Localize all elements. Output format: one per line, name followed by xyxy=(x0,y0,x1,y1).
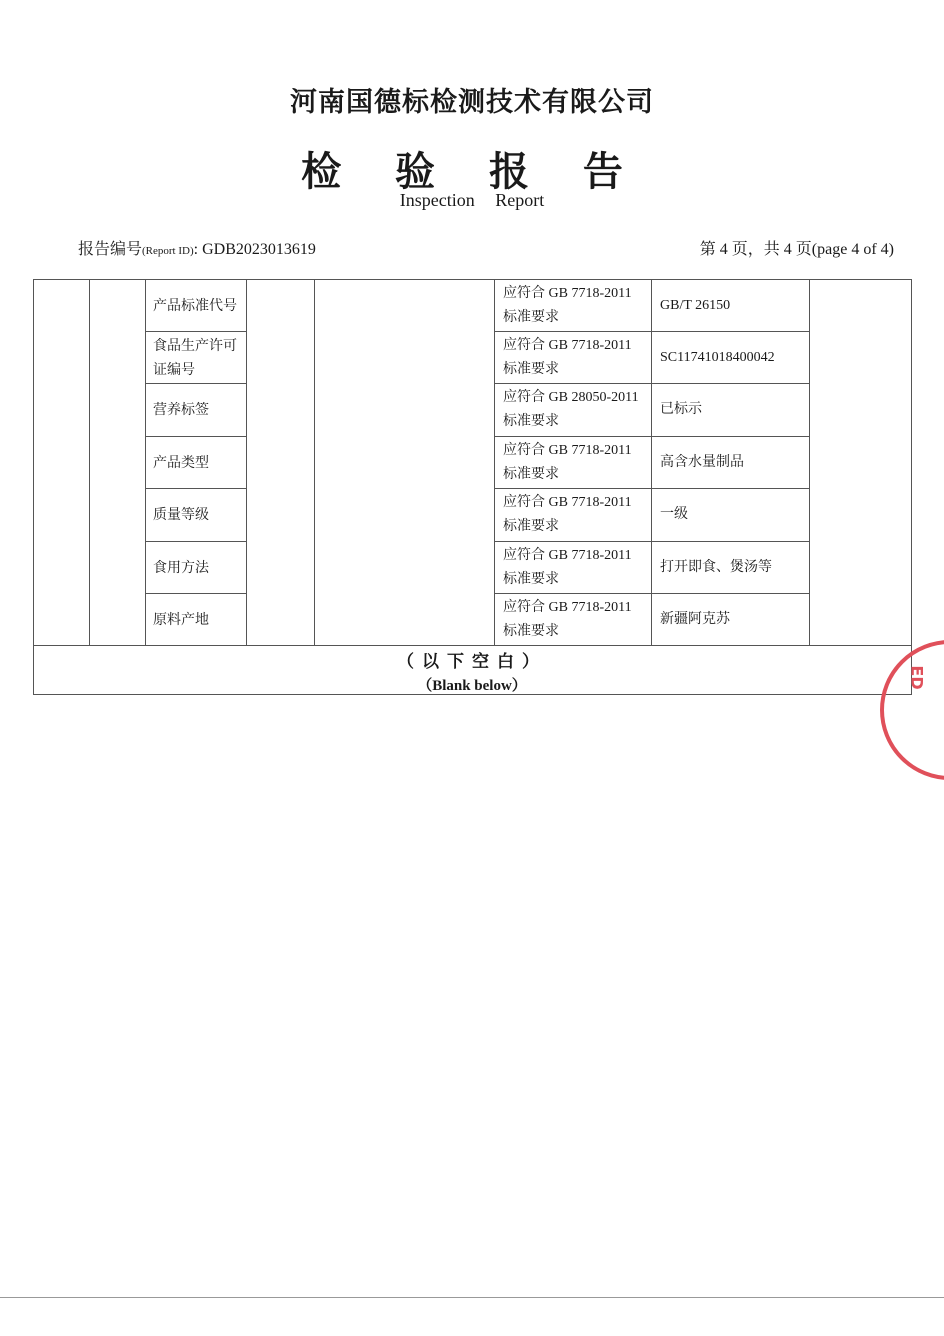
table-grid-line xyxy=(145,488,246,489)
report-id-label-en: (Report ID) xyxy=(142,245,194,257)
table-cell-result: 一级 xyxy=(660,507,688,522)
table-grid-line xyxy=(89,279,90,645)
table-cell-requirement: 应符合 GB 7718-2011 标准要求 xyxy=(503,443,632,482)
table-grid-line xyxy=(494,593,809,594)
table-cell-requirement: 应符合 GB 7718-2011 标准要求 xyxy=(503,600,632,639)
table-cell-item: 产品类型 xyxy=(153,455,209,471)
table-cell-requirement: 应符合 GB 28050-2011 标准要求 xyxy=(503,390,639,429)
page-info: 第 4 页，共 4 页(page 4 of 4) xyxy=(699,241,894,258)
seal-text: ED xyxy=(907,665,927,690)
table-cell-result: 高含水量制品 xyxy=(660,455,744,470)
table-cell-item: 质量等级 xyxy=(153,507,209,523)
footer-divider xyxy=(0,1297,944,1298)
subtitle-inspection: Inspection xyxy=(399,190,475,210)
table-grid-line xyxy=(494,331,809,332)
table-grid-line xyxy=(145,593,246,594)
table-cell-result: GB/T 26150 xyxy=(660,298,731,313)
table-grid-line xyxy=(246,279,247,645)
table-grid-line xyxy=(145,541,246,542)
company-name: 河南国德标检测技术有限公司 xyxy=(290,87,654,118)
table-grid-line xyxy=(494,541,809,542)
report-id-label: 报告编号 xyxy=(78,241,143,258)
table-cell-result: 打开即食、煲汤等 xyxy=(660,560,772,575)
table-grid-line xyxy=(651,279,652,645)
table-grid-line xyxy=(494,383,809,384)
table-cell-requirement: 应符合 GB 7718-2011 标准要求 xyxy=(503,338,632,377)
table-cell-requirement: 应符合 GB 7718-2011 标准要求 xyxy=(503,548,632,587)
table-grid-line xyxy=(809,279,810,645)
table-grid-line xyxy=(33,645,912,646)
report-subtitle xyxy=(0,190,944,211)
blank-below-en: （Blank below） xyxy=(417,678,527,694)
table-cell-item: 食品生产许可证编号 xyxy=(153,338,237,378)
report-title: 检 验 报 告 xyxy=(301,148,643,195)
table-grid-line xyxy=(145,331,246,332)
table-grid-line xyxy=(314,279,315,645)
subtitle-report: Report xyxy=(495,190,545,210)
table-grid-line xyxy=(494,279,495,645)
table-cell-requirement: 应符合 GB 7718-2011 标准要求 xyxy=(503,286,632,325)
table-grid-line xyxy=(145,436,246,437)
table-cell-result: 已标示 xyxy=(660,402,702,417)
table-cell-item: 营养标签 xyxy=(153,402,209,418)
table-grid-line xyxy=(145,279,146,645)
table-cell-result: 新疆阿克苏 xyxy=(660,612,730,627)
report-id-separator: : xyxy=(193,241,199,258)
report-id-value: GDB2023013619 xyxy=(202,241,316,258)
table-cell-item: 原料产地 xyxy=(153,612,209,628)
table-grid-line xyxy=(494,436,809,437)
table-grid-line xyxy=(494,488,809,489)
report-id-line xyxy=(78,236,316,259)
table-cell-item: 食用方法 xyxy=(153,560,209,576)
table-cell-result: SC11741018400042 xyxy=(660,350,775,365)
table-cell-requirement: 应符合 GB 7718-2011 标准要求 xyxy=(503,495,632,534)
table-grid-line xyxy=(145,383,246,384)
blank-below-zh: （以下空白） xyxy=(397,652,547,672)
table-cell-item: 产品标准代号 xyxy=(153,298,237,314)
